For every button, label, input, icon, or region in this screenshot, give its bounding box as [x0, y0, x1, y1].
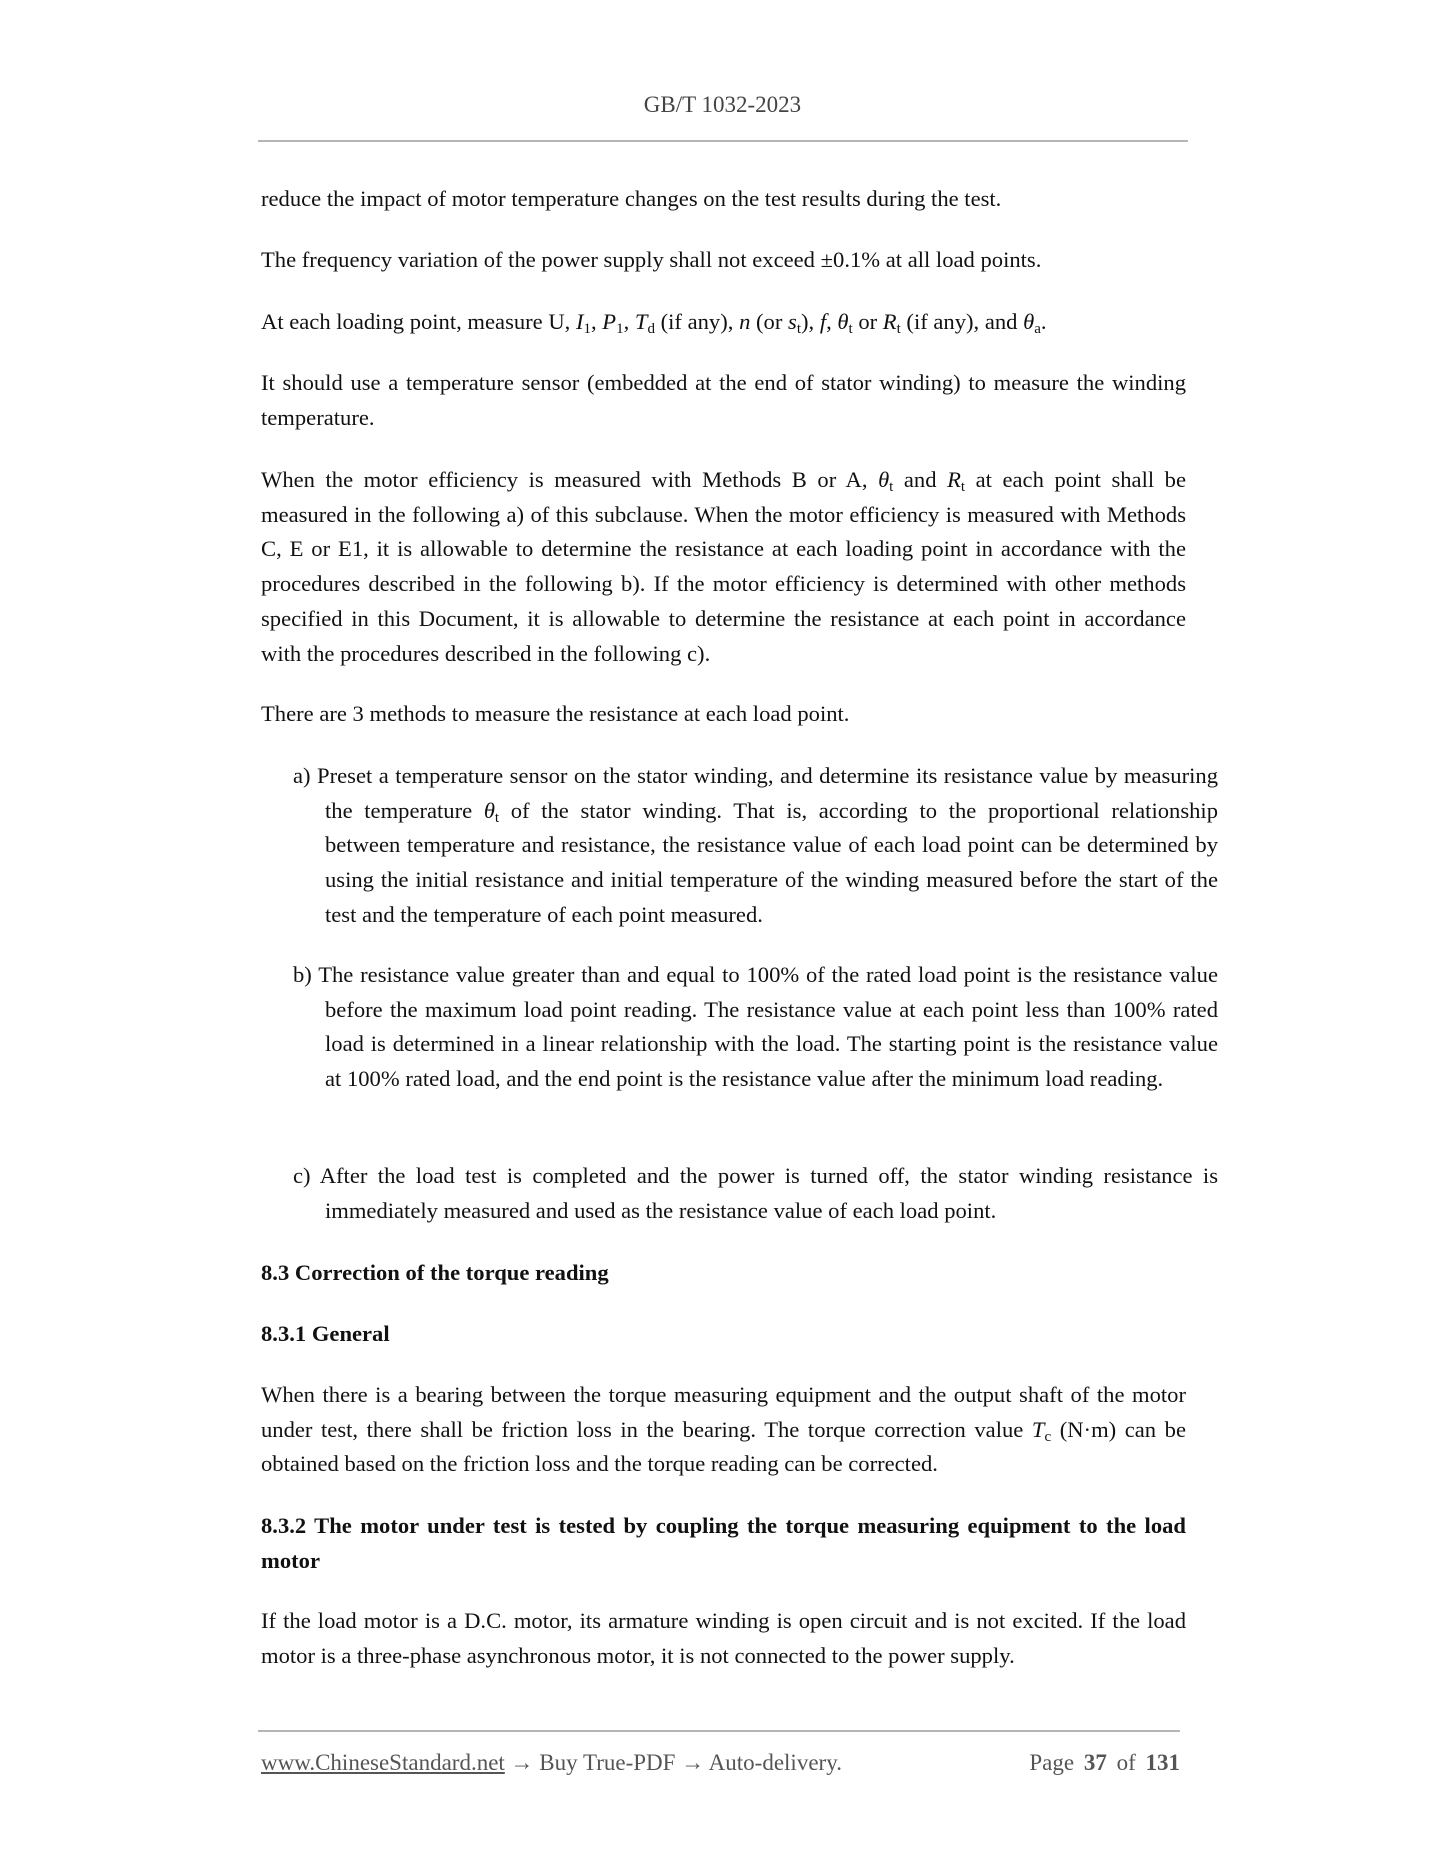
text-run: (if any),: [654, 309, 740, 334]
math-symbol: R: [947, 467, 961, 492]
current-page: 37: [1083, 1750, 1107, 1775]
text-run: .: [1040, 309, 1047, 334]
paragraph: [261, 1378, 1186, 1482]
list-item: [293, 759, 1218, 933]
website-link[interactable]: www.ChineseStandard.net: [261, 1750, 505, 1775]
math-symbol: T: [1031, 1416, 1045, 1442]
math-symbol: P: [602, 309, 617, 334]
math-symbol: I: [575, 309, 584, 334]
subscript: t: [796, 321, 801, 337]
header-divider: [258, 140, 1188, 142]
text-run: c) After the load test is completed and the power is turned off, the stator winding resistance is immediately measured and used as the resistance value of each load point.: [293, 1163, 1218, 1223]
math-symbol: n: [739, 309, 751, 334]
subscript: d: [647, 321, 655, 337]
list-item: [293, 1159, 1218, 1228]
text-run: a) Preset a temperature sensor on the stator winding, and determine its resistance value by measuring the temperature: [293, 763, 1218, 823]
subscript: t: [960, 479, 966, 495]
text-run: 8.3.1 General: [261, 1321, 390, 1346]
auto-delivery-text: Auto-delivery.: [708, 1750, 842, 1775]
subscript: c: [1044, 1428, 1052, 1445]
math-symbol: s: [788, 309, 797, 334]
text-run: ,: [623, 309, 635, 334]
paragraph: [261, 1604, 1186, 1673]
text-run: b) The resistance value greater than and equal to 100% of the rated load point is the resistance value before the maximum load point reading. The resistance value at each point less than 100% rated load is determined in a linear relationship with the load. The starting point is the resistance value at 100% rated load, and the end point is the resistance value after the minimum load reading.: [293, 962, 1218, 1092]
math-symbol: θ: [878, 467, 890, 492]
subscript: 1: [583, 321, 591, 337]
text-run: and: [893, 467, 948, 492]
math-symbol: θ: [483, 797, 495, 823]
subscript: t: [494, 809, 500, 826]
text-run: ,: [826, 309, 838, 334]
text-run: If the load motor is a D.C. motor, its armature winding is open circuit and is not excited. If the load motor is a three-phase asynchronous motor, it is not connected to the power supply.: [261, 1608, 1186, 1668]
text-run: It should use a temperature sensor (embedded at the end of stator winding) to measure the winding temperature.: [261, 370, 1186, 430]
subscript: 1: [616, 321, 624, 337]
subscript: t: [889, 479, 894, 495]
text-run: at each point shall be measured in the following a) of this subclause. When the motor efficiency is measured with Methods C, E or E1, it is allowable to determine the resistance at each loading point in accordance with the procedures described in the following b). If the motor efficiency is determined with other methods specified in this Document, it is allowable to determine the resistance at each point in accordance with the procedures described in the following c).: [261, 467, 1187, 666]
text-run: ),: [800, 309, 820, 334]
section-heading: [261, 1509, 1186, 1578]
math-symbol: θ: [1023, 309, 1035, 334]
text-run: There are 3 methods to measure the resistance at each load point.: [261, 701, 850, 726]
text-run: 8.3.2 The motor under test is tested by coupling the torque measuring equipment to the load motor: [261, 1513, 1186, 1573]
arrow-icon: →: [681, 1750, 705, 1775]
text-run: (if any), and: [900, 309, 1024, 334]
math-symbol: θ: [837, 309, 849, 334]
section-heading: [261, 1256, 1186, 1291]
of-label: of: [1116, 1750, 1136, 1775]
text-run: or: [852, 309, 883, 334]
paragraph: [261, 182, 1186, 217]
list-item: [293, 958, 1218, 1097]
text-run: (or: [750, 309, 789, 334]
math-symbol: R: [882, 309, 897, 334]
text-run: When the motor efficiency is measured with Methods B or A,: [261, 467, 879, 492]
document-header: GB/T 1032-2023: [643, 92, 802, 117]
subscript: a: [1034, 321, 1041, 337]
subscript: t: [848, 321, 853, 337]
paragraph: [261, 463, 1186, 671]
math-symbol: f: [819, 309, 827, 334]
page-number: [1029, 1750, 1180, 1776]
footer-left: [261, 1750, 842, 1776]
text-run: (N·m) can be obtained based on the friction loss and the torque reading can be corrected.: [261, 1416, 1186, 1477]
text-run: 8.3 Correction of the torque reading: [261, 1260, 609, 1285]
arrow-icon: →: [510, 1750, 534, 1775]
page-label: Page: [1029, 1750, 1075, 1775]
math-symbol: T: [634, 309, 648, 334]
section-heading: [261, 1317, 1186, 1352]
text-run: At each loading point, measure U,: [261, 309, 576, 334]
buy-pdf-text: Buy True-PDF: [539, 1750, 676, 1775]
subscript: t: [896, 321, 901, 337]
paragraph: [261, 243, 1186, 278]
paragraph: [261, 366, 1186, 435]
text-run: reduce the impact of motor temperature changes on the test results during the test.: [261, 186, 1002, 211]
text-run: The frequency variation of the power supply shall not exceed ±0.1% at all load points.: [261, 247, 1042, 272]
footer-divider: [258, 1730, 1180, 1732]
text-run: When there is a bearing between the torque measuring equipment and the output shaft of the motor under test, there shall be friction loss in the bearing. The torque correction value: [261, 1382, 1186, 1442]
text-run: of the stator winding. That is, according to the proportional relationship between temperature and resistance, the resistance value of each load point can be determined by using the initial resistance and initial temperature of the winding measured before the start of the test and the temperature of each point measured.: [325, 797, 1218, 927]
total-pages: 131: [1145, 1750, 1180, 1775]
paragraph: [261, 305, 1186, 340]
paragraph: [261, 697, 1186, 732]
text-run: ,: [591, 309, 603, 334]
